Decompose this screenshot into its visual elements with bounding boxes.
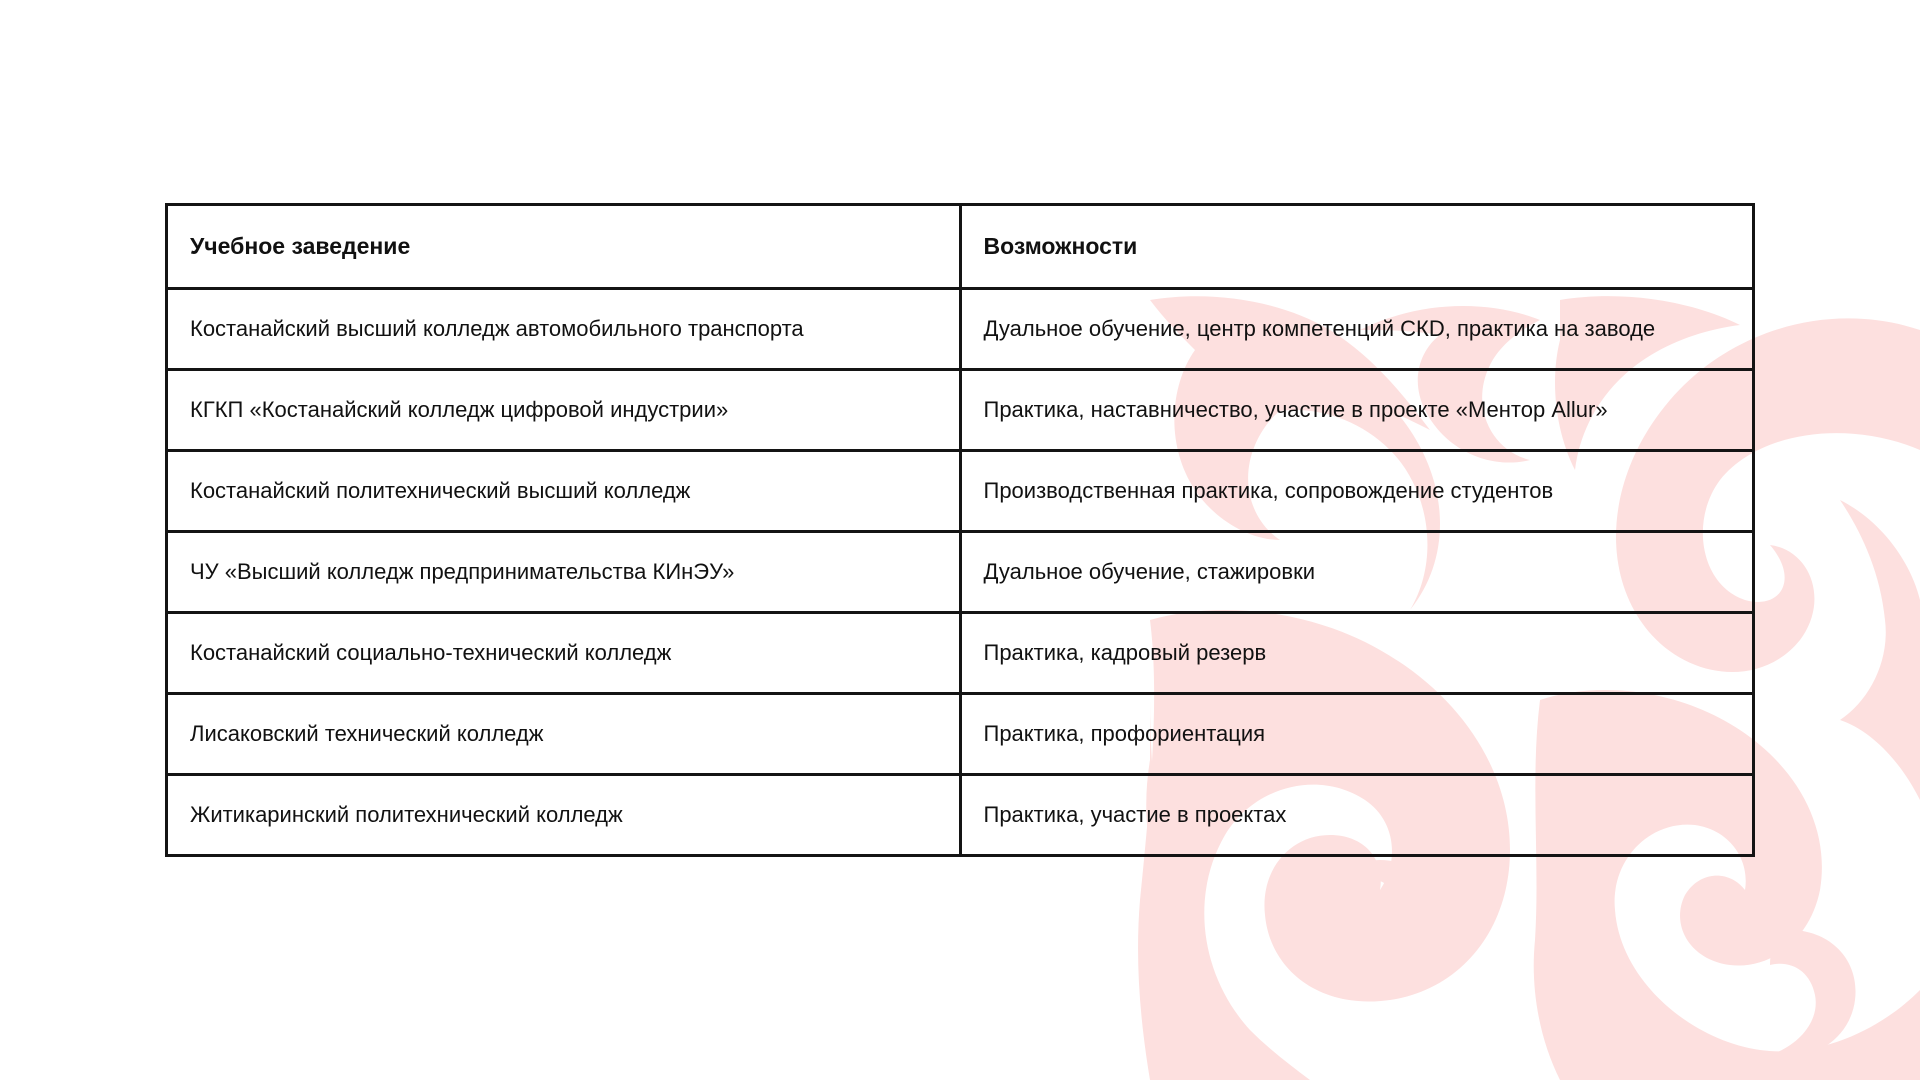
table-row	[167, 694, 1754, 775]
institutions-table	[165, 203, 1755, 857]
table-row	[167, 370, 1754, 451]
opportunities-cell: Дуальное обучение, центр компетенций СКD, практика на заводе	[960, 289, 1754, 370]
institution-cell: Костанайский социально-технический колледж	[167, 613, 961, 694]
institution-cell: Житикаринский политехнический колледж	[167, 775, 961, 856]
opportunities-cell: Производственная практика, сопровождение студентов	[960, 451, 1754, 532]
institution-cell: Лисаковский технический колледж	[167, 694, 961, 775]
table-header-row	[167, 205, 1754, 289]
opportunities-cell: Практика, кадровый резерв	[960, 613, 1754, 694]
institution-cell: КГКП «Костанайский колледж цифровой индустрии»	[167, 370, 961, 451]
institution-cell: ЧУ «Высший колледж предпринимательства КИнЭУ»	[167, 532, 961, 613]
table-row	[167, 532, 1754, 613]
header-institution: Учебное заведение	[167, 205, 961, 289]
institution-cell: Костанайский высший колледж автомобильного транспорта	[167, 289, 961, 370]
opportunities-cell: Практика, наставничество, участие в проекте «Ментор Allur»	[960, 370, 1754, 451]
table-row	[167, 451, 1754, 532]
opportunities-cell: Дуальное обучение, стажировки	[960, 532, 1754, 613]
table-row	[167, 613, 1754, 694]
opportunities-cell: Практика, профориентация	[960, 694, 1754, 775]
table-row	[167, 775, 1754, 856]
institution-cell: Костанайский политехнический высший колледж	[167, 451, 961, 532]
table-row	[167, 289, 1754, 370]
header-opportunities: Возможности	[960, 205, 1754, 289]
opportunities-cell: Практика, участие в проектах	[960, 775, 1754, 856]
